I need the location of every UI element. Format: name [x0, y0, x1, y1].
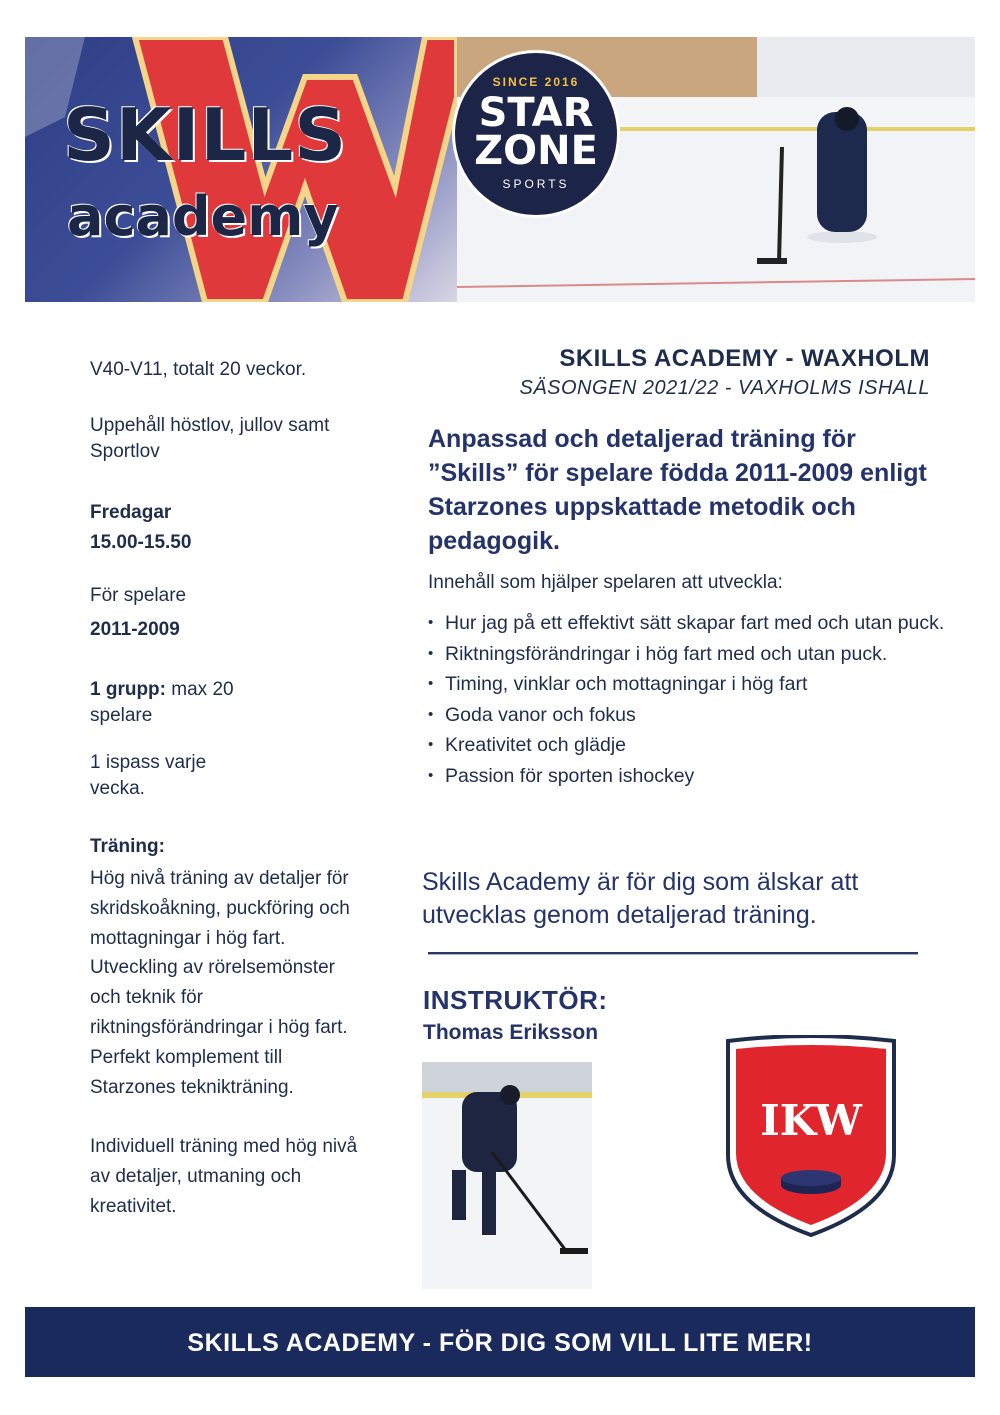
intro-text: Anpassad och detaljerad träning för ”Skills” för spelare födda 2011-2009 enligt Starzones uppskattade metodik och pedagogik.	[428, 425, 927, 555]
starzone-since: SINCE 2016	[492, 75, 580, 89]
content-list	[428, 608, 948, 791]
list-item: • Riktningsförändringar i hög fart med och utan puck.	[428, 639, 948, 670]
group-text	[90, 677, 290, 729]
starzone-zone: ZONE	[474, 128, 598, 174]
time-text: 15.00-15.50	[90, 532, 192, 553]
page-subtitle: SÄSONGEN 2021/22 - VAXHOLMS ISHALL	[519, 377, 930, 399]
training-label: Träning:	[90, 836, 165, 857]
footer-bar	[25, 1307, 975, 1377]
ikw-logo-text: IKW	[760, 1096, 862, 1145]
instructor-label: INSTRUKTÖR:	[423, 985, 608, 1015]
list-item: • Kreativitet och glädje	[428, 730, 948, 761]
content-label: Innehåll som hjälper spelaren att utveckla:	[428, 572, 783, 593]
closing-text: Skills Academy är för dig som älskar att utvecklas genom detaljerad träning.	[422, 868, 859, 929]
starzone-star: STAR	[478, 90, 594, 136]
list-item: • Passion för sporten ishockey	[428, 761, 948, 792]
instructor-name: Thomas Eriksson	[423, 1021, 599, 1044]
ice-time-text: 1 ispass varje vecka.	[90, 752, 207, 799]
starzone-sports: SPORTS	[502, 177, 570, 191]
list-item: • Goda vanor och fokus	[428, 700, 948, 731]
players-label: För spelare	[90, 585, 187, 606]
banner-title-academy: academy	[67, 185, 339, 248]
list-item: • Timing, vinklar och mottagningar i hög fart	[428, 669, 948, 700]
banner-title-skills: SKILLS	[63, 93, 348, 177]
divider	[428, 952, 918, 955]
group-rest: max 20 spelare	[90, 679, 234, 726]
players-years: 2011-2009	[90, 619, 180, 640]
page-title: SKILLS ACADEMY - WAXHOLM	[559, 345, 930, 372]
group-bold: 1 grupp:	[90, 679, 166, 700]
list-item: • Hur jag på ett effektivt sätt skapar fart med och utan puck.	[428, 608, 948, 639]
break-text: Uppehåll höstlov, jullov samt Sportlov	[90, 415, 330, 462]
instructor-photo-graphic	[422, 1062, 592, 1289]
day-text: Fredagar	[90, 502, 172, 523]
weeks-text: V40-V11, totalt 20 veckor.	[90, 359, 307, 380]
ikw-club-logo	[722, 1035, 900, 1240]
training-text: Hög nivå träning av detaljer för skridskoåkning, puckföring och mottagningar i hög fart. Utveckling av rörelsemönster och teknik för riktningsförändringar i hög fart. Perfekt komplement till Starzones teknikträning.	[90, 868, 350, 1098]
starzone-logo	[455, 53, 617, 215]
footer-slogan: SKILLS ACADEMY - FÖR DIG SOM VILL LITE MER!	[187, 1329, 813, 1357]
instructor-photo	[422, 1062, 592, 1289]
individual-text: Individuell träning med hög nivå av detaljer, utmaning och kreativitet.	[90, 1136, 358, 1217]
